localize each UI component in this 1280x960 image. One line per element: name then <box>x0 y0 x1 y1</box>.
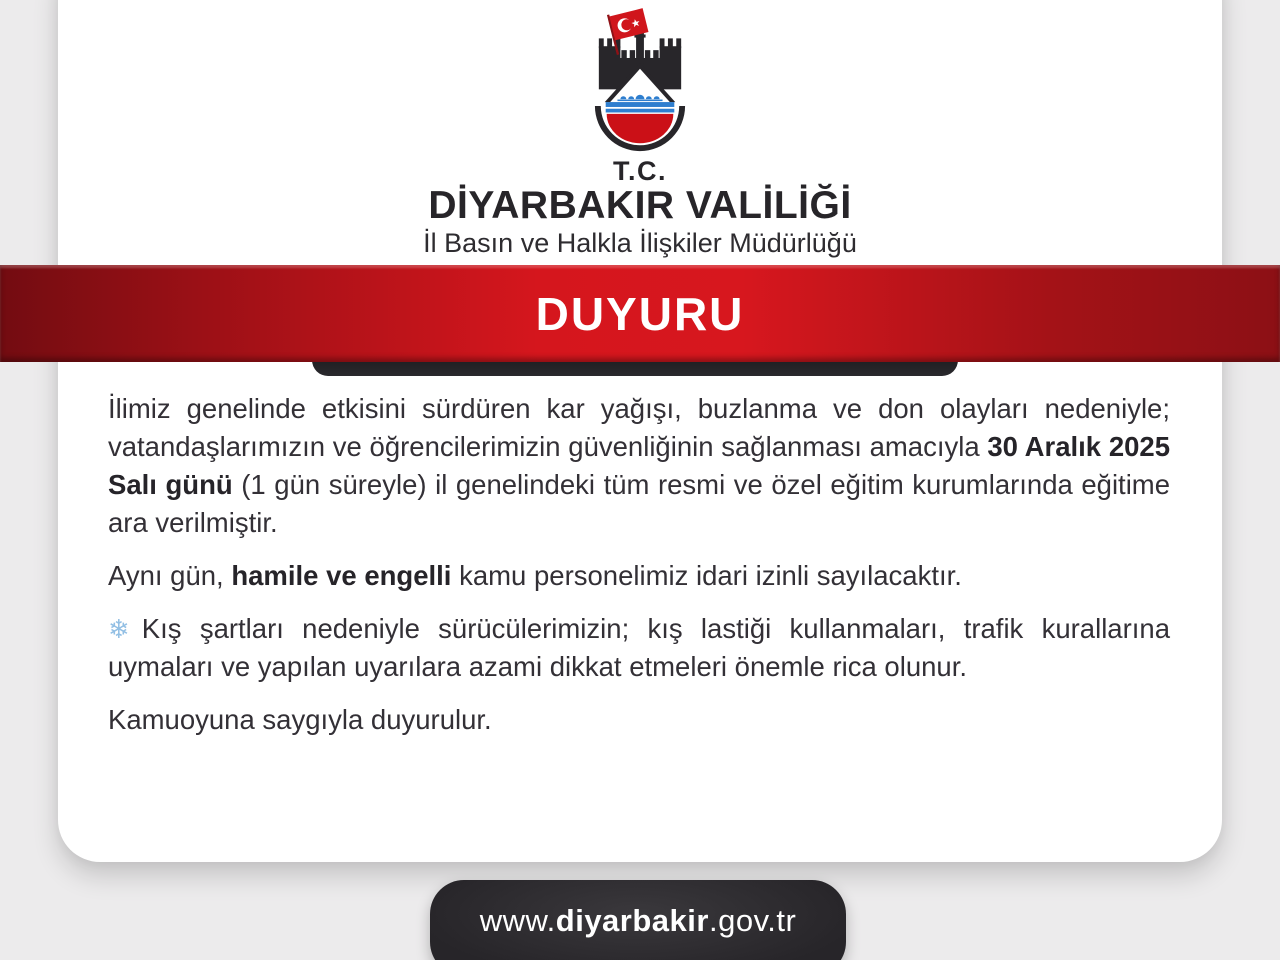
paragraph-winter-warning <box>108 610 1170 686</box>
paragraph1-date-bold: 30 Aralık 2025 Salı günü <box>108 431 1170 500</box>
diyarbakir-governorship-logo <box>591 8 689 155</box>
website-banner <box>430 880 846 960</box>
page-title: DİYARBAKIR VALİLİĞİ <box>428 184 852 227</box>
paragraph-leave <box>108 557 1170 595</box>
paragraph1-text-after: (1 gün süreyle) il genelindeki tüm resmi ve özel eğitim kurumlarında eğitime ara verilmiştir. <box>108 469 1171 538</box>
blue-stripes <box>606 102 675 112</box>
header-tc: T.C. <box>612 156 667 186</box>
paragraph1-text: İlimiz genelinde etkisini sürdüren kar yağışı, buzlanma ve don olayları nedeniyle; vatandaşlarımızın ve öğrencilerimizin güvenliğinin sağlanması amacıyla <box>108 393 1170 462</box>
page-subtitle: İl Basın ve Halkla İlişkiler Müdürlüğü <box>423 228 857 258</box>
paragraph2-text-after: kamu personelimiz idari izinli sayılacaktır. <box>451 560 962 591</box>
website-url <box>480 903 797 939</box>
paragraph3-text: Kış şartları nedeniyle sürücülerimizin; kış lastiği kullanmaları, trafik kurallarına uymaları ve yapılan uyarılara azami dikkat etmeleri önemle rica olunur. <box>108 613 1170 682</box>
duyuru-banner <box>0 265 1280 362</box>
url-domain-bold: diyarbakir <box>555 903 709 938</box>
paragraph2-text: Aynı gün, <box>108 560 232 591</box>
paragraph-closing: Kamuoyuna saygıyla duyurulur. <box>108 704 492 735</box>
paragraph2-bold: hamile ve engelli <box>231 560 452 591</box>
snowflake-icon: ❄ <box>108 614 130 644</box>
url-prefix: www. <box>479 903 556 938</box>
duyuru-banner-label: DUYURU <box>535 287 745 340</box>
paragraph-schools-closed <box>108 390 1170 542</box>
announcement-body <box>108 390 1170 754</box>
url-suffix: .gov.tr <box>708 903 797 938</box>
